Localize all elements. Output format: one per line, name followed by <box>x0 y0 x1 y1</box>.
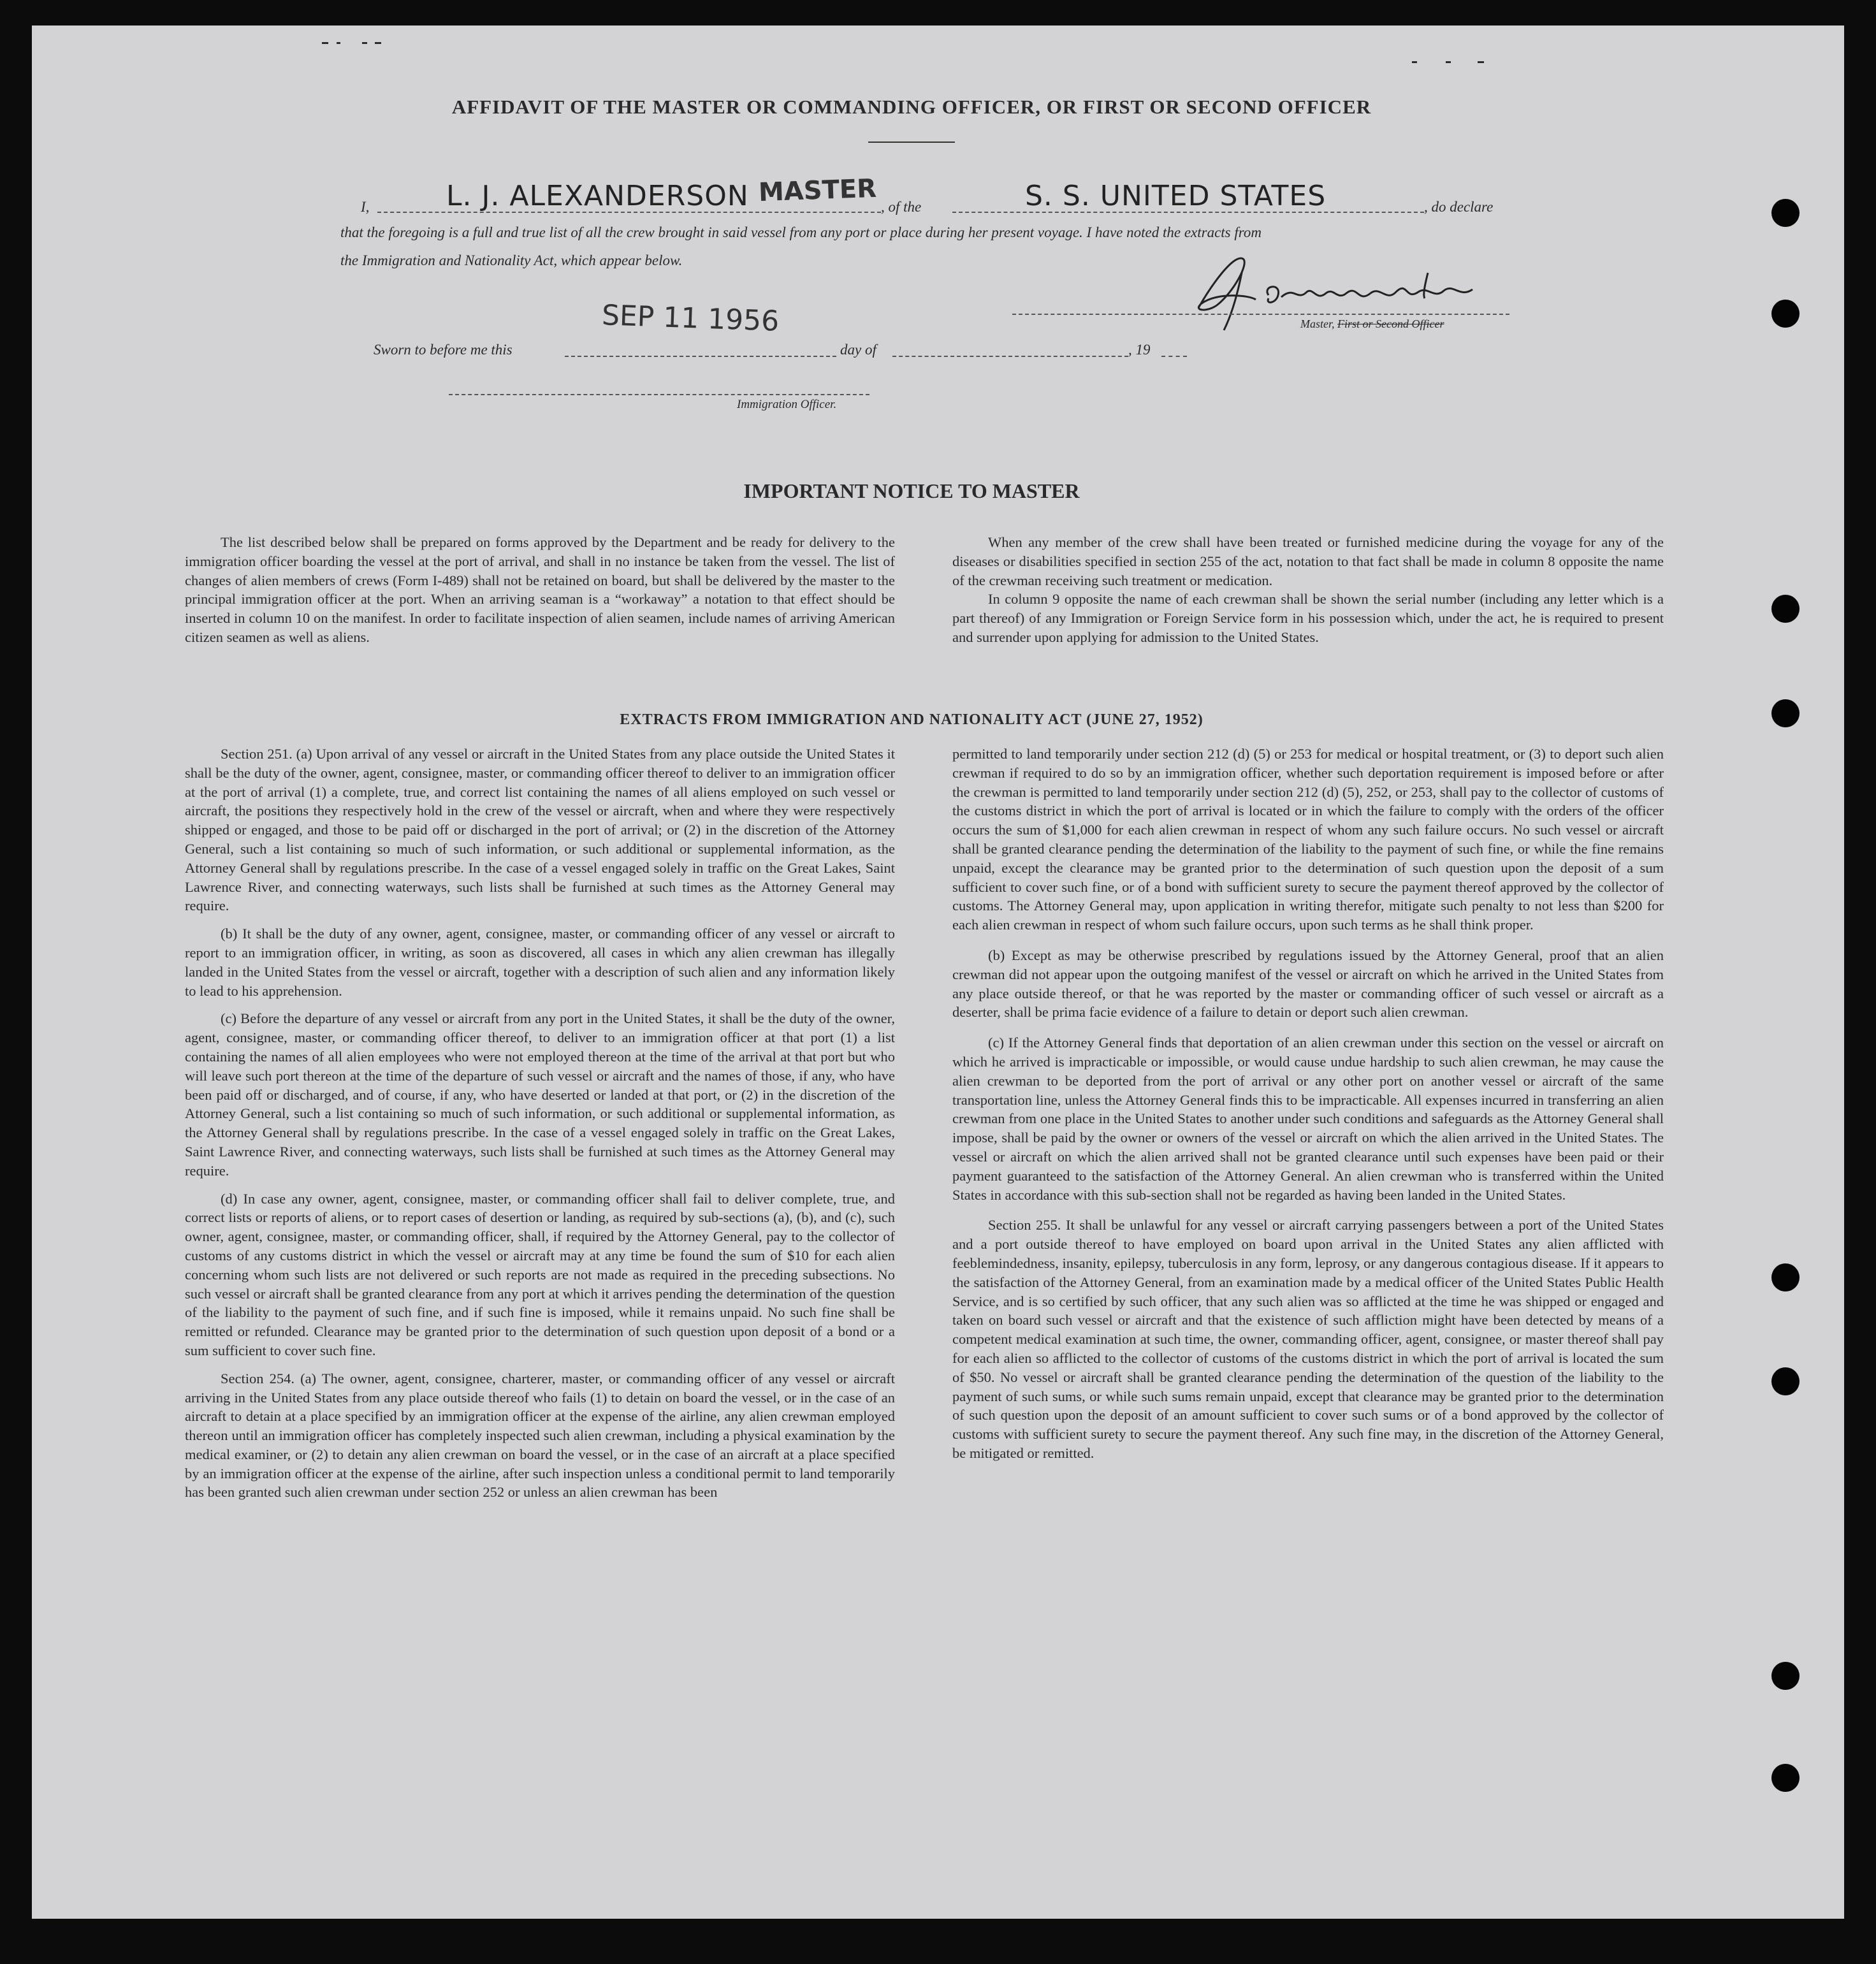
master-caption: Master, <box>1300 317 1335 330</box>
rank-stamp: MASTER <box>758 173 877 208</box>
title-rule <box>868 142 955 143</box>
struck-officer-caption: First or Second Officer <box>1337 317 1444 330</box>
statement-line-1: that the foregoing is a full and true list of all the crew brought in said vessel from any port or place during her present voyage. I have noted the extracts from <box>340 224 1262 240</box>
section-251-d: (d) In case any owner, agent, consignee, master, or commanding officer shall fail to deliver complete, true, and correct lists or reports of aliens, or to report cases of desertion or landing, as required by sub-sections (a), (b), and (c), such owner, agent, consignee, master, or commanding officer, shall, if required by the Attorney General, pay to the collector of customs of any customs district in which the vessel or aircraft may at any time be found the sum of $10 for each alien concerning whom such lists are not delivered or such reports are not made as required in the preceding subsections. No such vessel or aircraft shall be granted clearance from any port at which it arrives pending the determination of the question of the liability to the payment of such fine, and if such fine is imposed, while it remains unpaid. No such fine shall be remitted or refunded. Clearance may be granted prior to the determination of such question upon deposit of a bond or a sum sufficient to cover such fine. <box>185 1190 895 1358</box>
binder-hole <box>1771 1367 1800 1395</box>
sworn-date-stamp: SEP 11 1956 <box>601 299 780 338</box>
binder-hole <box>1771 199 1800 227</box>
binder-hole <box>1771 699 1800 727</box>
year-label: , 19 <box>1128 342 1151 358</box>
binder-hole <box>1771 595 1800 623</box>
binder-hole <box>1771 1263 1800 1291</box>
master-name: L. J. ALEXANDERSON <box>446 180 749 212</box>
day-of-label: day of <box>840 342 876 358</box>
year-line <box>1161 356 1187 357</box>
scan-mark <box>322 42 328 44</box>
do-declare-label: , do declare <box>1424 199 1494 215</box>
officer-caption: Immigration Officer. <box>737 398 837 411</box>
statement-line-2: the Immigration and Nationality Act, which appear below. <box>340 252 683 268</box>
section-254-a: Section 254. (a) The owner, agent, consignee, charterer, master, or commanding officer of any vessel or aircraft arriving in the United States from any place outside thereof who fails (1) to detain on board the vessel, or in the case of an aircraft to detain at a place specified by an immigration officer at the expense of the airline, any alien crewman employed thereon until an immigration officer has completely inspected such alien crewman, including a physical examination by the medical examiner, or (2) to detain any alien crewman on board the vessel, or in the case of an aircraft at a place specified by an immigration officer at the expense of the airline, after such inspection unless a conditional permit to land temporarily has been granted such alien crewman under section 252 or unless an alien crewman has been <box>185 1370 895 1501</box>
scan-mark <box>1412 61 1417 63</box>
section-251-b: (b) It shall be the duty of any owner, agent, consignee, master, or commanding officer of any vessel or aircraft to report to an immigration officer, in writing, as soon as discovered, all cases in which any alien crewman has illegally landed in the United States from the vessel or aircraft, together with a description of such alien and any information likely to lead to his apprehension. <box>185 926 895 999</box>
sworn-day-line <box>565 356 836 357</box>
notice-left-paragraph: The list described below shall be prepared on forms approved by the Department and be ready for delivery to the immigration officer boarding the vessel at the port of arrival, and shall in no instance be taken from the vessel. The list of changes of alien members of crews (Form I-489) shall not be retained on board, but shall be delivered by the master to the principal immigration officer at the port. When an arriving seaman is a “workaway” a notation to that effect should be inserted in column 10 on the manifest. In order to facilitate inspection of alien seamen, include names of arriving American citizen seamen as well as aliens. <box>185 534 895 645</box>
scan-mark <box>362 42 367 44</box>
vessel-name: S. S. UNITED STATES <box>1025 180 1327 212</box>
sworn-label: Sworn to before me this <box>374 342 513 358</box>
extracts-left-column <box>185 745 895 1502</box>
affidavit-title: AFFIDAVIT OF THE MASTER OR COMMANDING OFFICER, OR FIRST OR SECOND OFFICER <box>451 96 1372 118</box>
scan-mark <box>375 42 381 44</box>
binder-hole <box>1771 1764 1800 1792</box>
i-label: I, <box>361 199 370 215</box>
sworn-month-line <box>892 356 1128 357</box>
section-254-c: (c) If the Attorney General finds that deportation of an alien crewman under this section on the vessel or aircraft on which he arrived is impracticable or impossible, or would cause undue hardship to such alien crewman, he may cause the alien crewman to be deported from the port of arrival or any other port on another vessel or aircraft of the same transportation line, unless the Attorney General finds this to be impracticable. All expenses incurred in transferring an alien crewman from one place in the United States to another under such conditions and safeguards as the Attorney General shall impose, shall be paid by the owner or owners of the vessel or aircraft on which the alien arrived in the United States. The vessel or aircraft on which the alien arrived shall not be granted clearance until such expenses have been paid or their payment guaranteed to the satisfaction of the Attorney General. An alien crewman who is transferred within the United States in accordance with this sub-section shall not be regarded as having been landed in the United States. <box>952 1035 1664 1203</box>
section-255: Section 255. It shall be unlawful for any vessel or aircraft carrying passengers between a port of the United States and a port outside thereof to have employed on board upon arrival in the United States any alien afflicted with feeblemindedness, insanity, epilepsy, tuberculosis in any form, leprosy, or any dangerous contagious disease. If it appears to the satisfaction of the Attorney General, from an examination made by a medical officer of the United States Public Health Service, and is so certified by such officer, that any such alien was so afflicted at the time he was shipped or engaged and taken on board such vessel or aircraft and that the existence of such affliction might have been detected by means of a competent medical examination at such time, the owner, commanding officer, agent, consignee, or master thereof shall pay for each alien so afflicted to the collector of customs of the customs district in which the port of arrival is located the sum of $50. No vessel or aircraft shall be granted clearance pending the determination of the question of the liability to the payment of such sums, or while such sums remain unpaid, except that clearance may be granted prior to the determination of such question upon the deposit of an amount sufficient to cover such sums or of a bond approved by the collector of customs with sufficient surety to secure the payment thereof. Any such fine may, in the discretion of the Attorney General, be mitigated or remitted. <box>952 1217 1664 1461</box>
scan-mark <box>1478 61 1484 63</box>
notice-left-column <box>185 533 895 647</box>
section-251-c: (c) Before the departure of any vessel or aircraft from any port in the United States, it shall be the duty of the owner, agent, consignee, master, or commanding officer thereof, to deliver to an immigration officer at that port (1) a list containing the names of all alien employees who were not employed thereon at the time of the arrival at that port but who will leave such port thereon at the time of the departure of such vessel or aircraft and the names of those, if any, who have been paid off or discharged, and of course, if any, who have deserted or landed at that port, or (2) in the discretion of the Attorney General, such a list containing so much of such information, or such additional or supplemental information, as the Attorney General shall by regulations prescribe. In the case of a vessel engaged solely in traffic on the Great Lakes, Saint Lawrence River, and connecting waterways, such lists shall be furnished at such times as the Attorney General may require. <box>185 1010 895 1179</box>
scan-mark <box>337 42 340 44</box>
binder-hole <box>1771 1662 1800 1690</box>
signature-line <box>1012 314 1509 315</box>
section-254-a-continued: permitted to land temporarily under section 212 (d) (5) or 253 for medical or hospital treatment, or (3) to deport such alien crewman if required to do so by an immigration officer, whether such deportation requirement is imposed before or after the crewman is permitted to land temporarily under section 212 (d) (5), 252, or 253, shall pay to the collector of customs of the customs district in which the port of arrival is located or in which the failure to comply with the orders of the officer occurs the sum of $1,000 for each alien crewman in respect of whom any such failure occurs. No such vessel or aircraft shall be granted clearance pending the determination of the liability to the payment of such fine, or while the fine remains unpaid, except the clearance may be granted prior to the determination of such question upon the deposit of a sum sufficient to cover such fine, or of a bond with sufficient surety to secure the payment thereof approved by the collector of customs. The Attorney General may, upon application in writing therefor, mitigate such penalty to not less than $200 for each alien crewman in respect of whom such failure occurs, upon such terms as he shall think proper. <box>952 746 1664 933</box>
notice-right-paragraph-2: In column 9 opposite the name of each crewman shall be shown the serial number (including any letter which is a part thereof) of any Immigration or Foreign Service form in his possession which, under the act, he is required to present and surrender upon applying for admission to the United States. <box>952 591 1664 645</box>
notice-title: IMPORTANT NOTICE TO MASTER <box>743 479 1080 502</box>
scan-mark <box>1446 61 1451 63</box>
officer-line <box>449 394 869 395</box>
section-254-b: (b) Except as may be otherwise prescribed by regulations issued by the Attorney General, proof that an alien crewman did not appear upon the outgoing manifest of the vessel or aircraft on which he arrived in the United States from any place outside thereof, or that he was reported by the master or commanding officer of such vessel or aircraft as a deserter, shall be prima facie evidence of a failure to detain or deport such alien crewman. <box>952 947 1664 1021</box>
section-251-a: Section 251. (a) Upon arrival of any vessel or aircraft in the United States from any place outside the United States it shall be the duty of the owner, agent, consignee, master, or commanding officer thereof to deliver to an immigration officer at the port of arrival (1) a complete, true, and correct list containing the names of all aliens employed on such vessel or aircraft, the positions they respectively hold in the crew of the vessel or aircraft, when and where they were respectively shipped or engaged, and those to be paid off or discharged in the port of arrival; or (2) in the discretion of the Attorney General, such a list containing so much of such information, or such additional or supplemental information, as the Attorney General shall by regulations prescribe. In the case of a vessel engaged solely in traffic on the Great Lakes, Saint Lawrence River, and connecting waterways, such lists shall be furnished at such times as the Attorney General may require. <box>185 746 895 914</box>
binder-hole <box>1771 300 1800 328</box>
signature-caption <box>1300 317 1444 331</box>
notice-right-column <box>952 533 1664 647</box>
notice-right-paragraph-1: When any member of the crew shall have been treated or furnished medicine during the voyage for any of the diseases or disabilities specified in section 255 of the act, notation to that fact shall be made in column 8 opposite the name of the crewman receiving such treatment or medication. <box>952 534 1664 588</box>
extracts-right-column <box>952 745 1664 1463</box>
extracts-title: EXTRACTS FROM IMMIGRATION AND NATIONALITY ACT (JUNE 27, 1952) <box>620 711 1203 728</box>
of-the-label: , of the <box>881 199 922 215</box>
